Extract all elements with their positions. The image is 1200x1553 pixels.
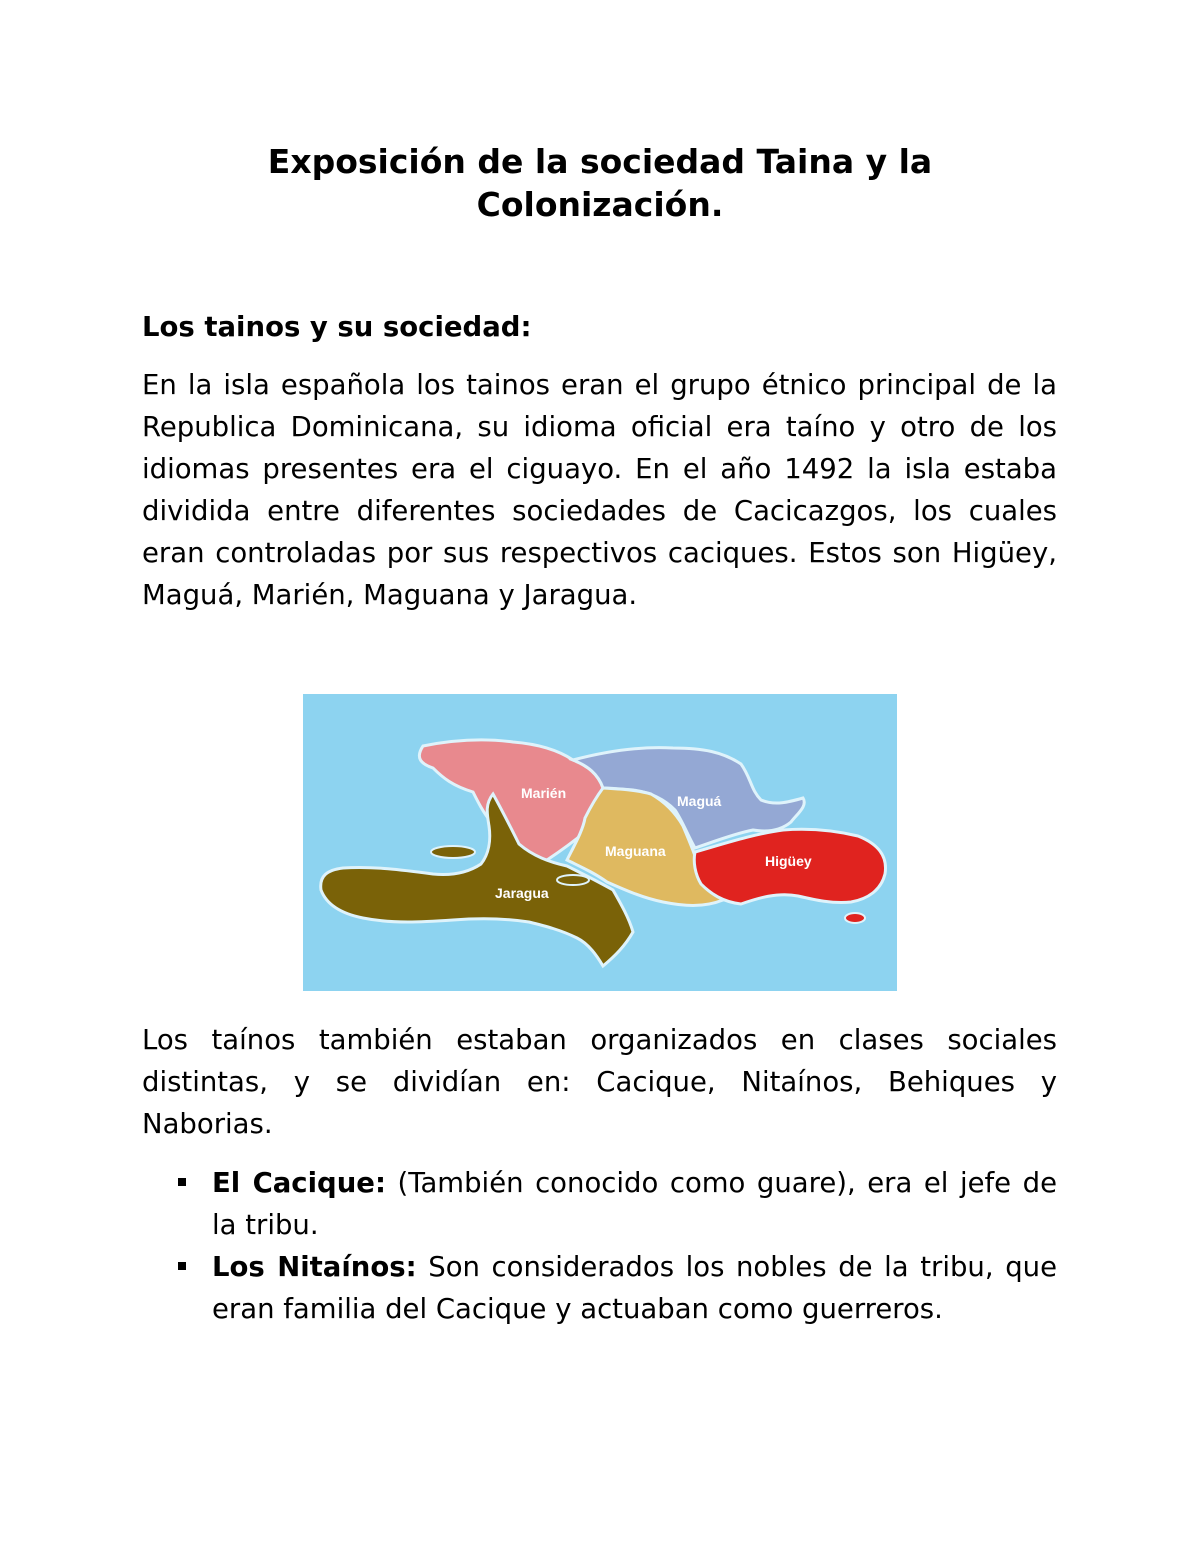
map-label-maguana: Maguana	[605, 843, 666, 859]
square-bullet-icon	[178, 1178, 186, 1186]
map-label-higuey: Higüey	[765, 853, 812, 869]
map-island-gonave	[557, 875, 589, 885]
list-item	[142, 1246, 1057, 1330]
social-classes-list	[142, 1162, 1057, 1330]
list-item-text: (También conocido como guare), era el jefe de la tribu.	[212, 1167, 1057, 1241]
map-island-saona	[845, 913, 865, 923]
section-heading: Los tainos y su sociedad:	[142, 311, 532, 343]
cacicazgos-map	[303, 694, 897, 991]
list-item	[142, 1162, 1057, 1246]
square-bullet-icon	[178, 1262, 186, 1270]
list-item-text: Son considerados los nobles de la tribu, que eran familia del Cacique y actuaban como guerreros.	[212, 1251, 1058, 1325]
paragraph-social-classes: Los taínos también estaban organizados en clases sociales distintas, y se dividían en: Cacique, Nitaínos, Behiques y Naborias.	[142, 1024, 1057, 1140]
document-title: Exposición de la sociedad Taina y la Colonización.	[267, 142, 933, 224]
map-label-marien: Marién	[521, 785, 567, 801]
list-item-term: Los Nitaínos:	[212, 1251, 417, 1283]
map-label-magua: Maguá	[677, 793, 722, 809]
list-item-term: El Cacique:	[212, 1167, 386, 1199]
paragraph-tainos-society: En la isla española los tainos eran el grupo étnico principal de la Republica Dominicana, su idioma oficial era taíno y otro de los idiomas presentes era el ciguayo. En el año 1492 la isla estaba dividida entre diferentes sociedades de Cacicazgos, los cuales eran controladas por sus respectivos caciques. Estos son Higüey, Maguá, Marién, Maguana y Jaragua.	[142, 369, 1057, 611]
map-label-jaragua: Jaragua	[495, 885, 549, 901]
map-island-tortuga	[431, 846, 475, 858]
